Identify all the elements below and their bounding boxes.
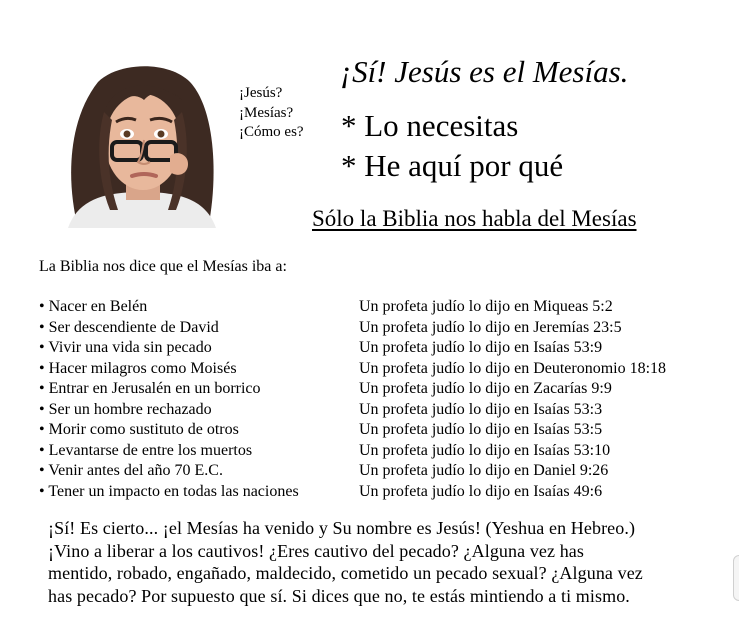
prophecy-source: Un profeta judío lo dijo en Isaías 53:3 bbox=[359, 400, 603, 418]
list-item bbox=[39, 400, 666, 421]
prophecy-source: Un profeta judío lo dijo en Zacarías 9:9 bbox=[359, 380, 612, 397]
prophecy-event: • Nacer en Belén bbox=[39, 298, 148, 315]
section-heading: Sólo la Biblia nos habla del Mesías bbox=[312, 206, 637, 231]
prophecy-source: Un profeta judío lo dijo en Isaías 53:5 bbox=[359, 421, 603, 438]
woman-with-glasses-icon bbox=[58, 60, 226, 228]
prophecy-list bbox=[39, 297, 666, 502]
question-como-es: ¡Cómo es? bbox=[239, 124, 304, 140]
page-title: ¡Sí! Jesús es el Mesías. bbox=[340, 54, 629, 89]
prophecy-event: • Entrar en Jerusalén en un borrico bbox=[39, 380, 261, 397]
prophecy-source: Un profeta judío lo dijo en Miqueas 5:2 bbox=[359, 298, 613, 315]
point-lo-necesitas: * Lo necesitas bbox=[341, 108, 519, 143]
list-item bbox=[39, 338, 666, 359]
list-item bbox=[39, 297, 666, 318]
list-item bbox=[39, 318, 666, 339]
list-item bbox=[39, 461, 666, 482]
prophecy-event: • Morir como sustituto de otros bbox=[39, 421, 239, 438]
list-item bbox=[39, 359, 666, 380]
conclusion-paragraph bbox=[48, 517, 718, 607]
prophecy-source: Un profeta judío lo dijo en Daniel 9:26 bbox=[359, 462, 609, 479]
prophecy-source: Un profeta judío lo dijo en Jeremías 23:5 bbox=[359, 318, 622, 336]
point-he-aqui: * He aquí por qué bbox=[341, 148, 564, 183]
conclusion-line: ¡Vino a liberar a los cautivos! ¿Eres cautivo del pecado? ¿Alguna vez has bbox=[48, 540, 584, 561]
list-item bbox=[39, 441, 666, 462]
prophecy-event: • Vivir una vida sin pecado bbox=[39, 339, 212, 356]
prophecy-event: • Ser descendiente de David bbox=[39, 318, 219, 336]
prophecy-source: Un profeta judío lo dijo en Deuteronomio 18:18 bbox=[359, 359, 667, 377]
question-jesus: ¡Jesús? bbox=[239, 85, 283, 101]
prophecy-source: Un profeta judío lo dijo en Isaías 49:6 bbox=[359, 482, 603, 500]
prophecy-event: • Tener un impacto en todas las naciones bbox=[39, 482, 299, 500]
conclusion-line: ¡Sí! Es cierto... ¡el Mesías ha venido y Su nombre es Jesús! (Yeshua en Hebreo.) bbox=[48, 518, 636, 538]
prophecy-event: • Venir antes del año 70 E.C. bbox=[39, 462, 223, 479]
prophecy-source: Un profeta judío lo dijo en Isaías 53:10 bbox=[359, 441, 611, 459]
prophecy-source: Un profeta judío lo dijo en Isaías 53:9 bbox=[359, 339, 603, 356]
key-points bbox=[341, 106, 563, 186]
question-list bbox=[239, 84, 304, 143]
prophecy-event: • Levantarse de entre los muertos bbox=[39, 441, 253, 459]
list-item bbox=[39, 379, 666, 400]
intro-text: La Biblia nos dice que el Mesías iba a: bbox=[39, 258, 287, 275]
list-item bbox=[39, 482, 666, 503]
list-item bbox=[39, 420, 666, 441]
woman-portrait-image bbox=[58, 60, 226, 228]
conclusion-line: mentido, robado, engañado, maldecido, cometido un pecado sexual? ¿Alguna vez bbox=[48, 563, 643, 583]
prophecy-event: • Ser un hombre rechazado bbox=[39, 400, 212, 418]
side-panel-handle[interactable] bbox=[733, 555, 739, 601]
prophecy-event: • Hacer milagros como Moisés bbox=[39, 359, 237, 377]
question-mesias: ¡Mesías? bbox=[239, 104, 294, 121]
conclusion-line: has pecado? Por supuesto que sí. Si dices que no, te estás mintiendo a ti mismo. bbox=[48, 585, 630, 606]
